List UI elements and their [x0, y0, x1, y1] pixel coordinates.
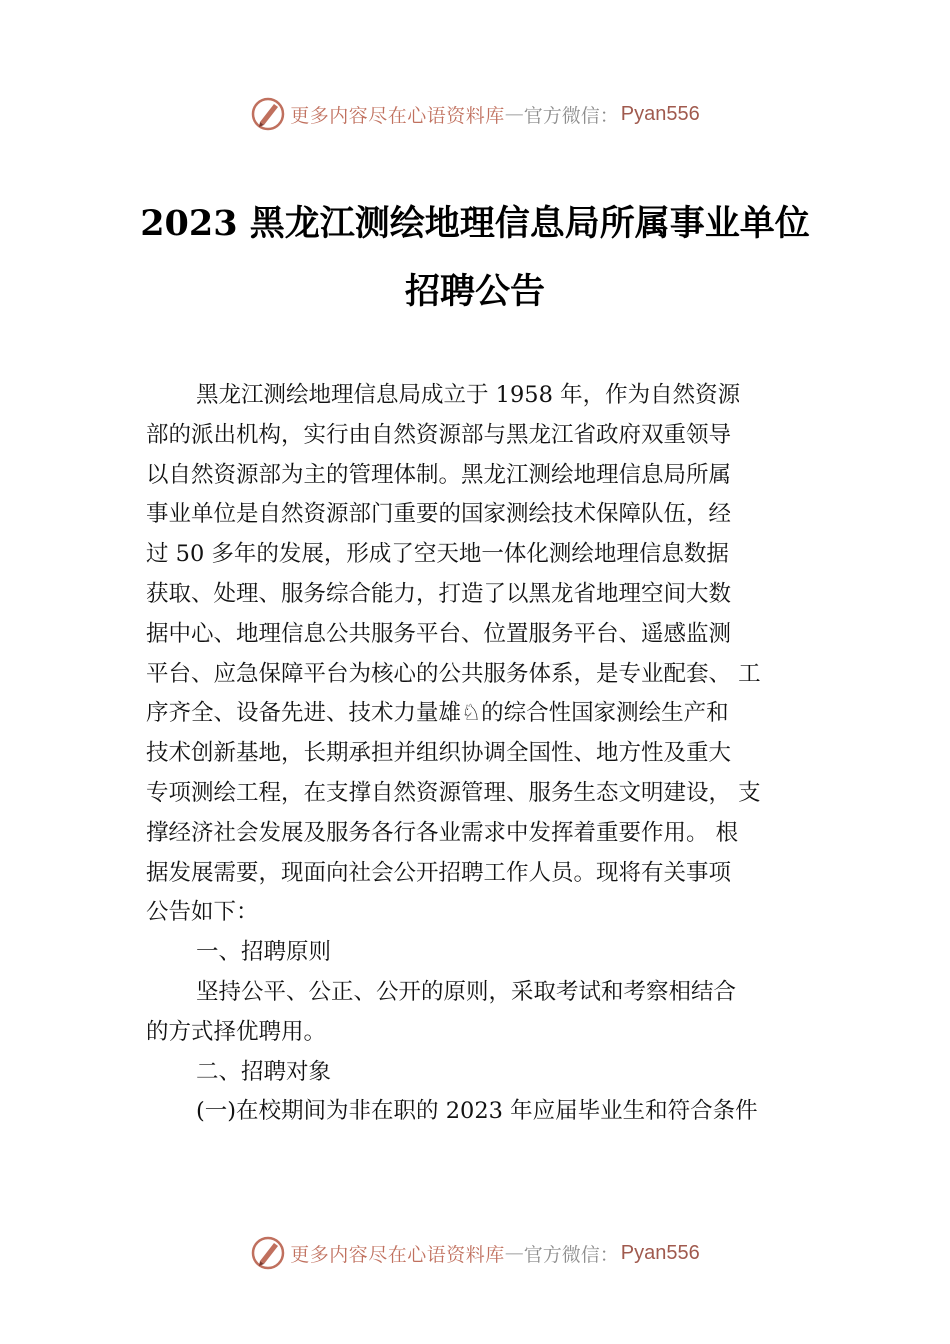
text-line: 的方式择优聘用。 — [146, 1018, 327, 1045]
text-line: 获取、处理、服务综合能力，打造了以黑龙省地理空间大数 — [146, 580, 732, 607]
section1-heading: 一、招聘原则 — [196, 939, 332, 966]
watermark-separator: — — [504, 1242, 524, 1264]
footer-watermark — [0, 1233, 950, 1273]
document-body — [146, 376, 812, 1132]
text-line: 公告如下： — [146, 899, 259, 926]
header-watermark — [0, 94, 950, 134]
watermark-label: 官方微信： — [523, 104, 619, 127]
text-line: 部的派出机构，实行由自然资源部与黑龙江省政府双重领导 — [146, 421, 732, 448]
text-line: 过 50 多年的发展，形成了空天地一体化测绘地理信息数据 — [146, 541, 729, 568]
text-line: 序齐全、设备先进、技术力量雄♘的综合性国家测绘生产和 — [146, 700, 729, 727]
text-line: 事业单位是自然资源部门重要的国家测绘技术保障队伍，经 — [146, 501, 732, 528]
section2-paragraph — [146, 1092, 812, 1132]
text-line: 据中心、地理信息公共服务平台、位置服务平台、遥感监测 — [146, 620, 732, 647]
text-line: (一)在校期间为非在职的 2023 年应届毕业生和符合条件 — [196, 1098, 758, 1125]
section1-paragraph — [146, 973, 812, 1053]
intro-paragraph — [146, 376, 812, 933]
watermark-text: 更多内容尽在心语资料库 — [290, 104, 505, 127]
text-line: 平台、应急保障平台为核心的公共服务体系，是专业配套、 工 — [146, 660, 761, 687]
text-line: 坚持公平、公正、公开的原则，采取考试和考察相结合 — [196, 978, 737, 1005]
text-line: 黑龙江测绘地理信息局成立于 1958 年，作为自然资源 — [196, 382, 741, 408]
pen-logo-icon — [250, 96, 286, 132]
watermark-wechat-id: Pyan556 — [620, 102, 700, 125]
document-title-line2: 招聘公告 — [404, 271, 545, 312]
section2-heading: 二、招聘对象 — [196, 1058, 332, 1085]
text-line: 据发展需要，现面向社会公开招聘工作人员。现将有关事项 — [146, 859, 732, 886]
text-line: 撑经济社会发展及服务各行各业需求中发挥着重要作用。 根 — [146, 819, 739, 846]
watermark-separator: — — [504, 103, 524, 125]
text-line: 专项测绘工程，在支撑自然资源管理、服务生态文明建设， 支 — [146, 779, 761, 806]
document-title-line1: 2023 黑龙江测绘地理信息局所属事业单位 — [140, 203, 810, 244]
text-line: 以自然资源部为主的管理体制。黑龙江测绘地理信息局所属 — [146, 461, 732, 488]
watermark-text: 更多内容尽在心语资料库 — [290, 1243, 505, 1266]
pen-logo-icon — [250, 1235, 286, 1271]
text-line: 技术创新基地，长期承担并组织协调全国性、地方性及重大 — [146, 740, 732, 767]
watermark-wechat-id: Pyan556 — [620, 1241, 700, 1264]
watermark-label: 官方微信： — [523, 1243, 619, 1266]
